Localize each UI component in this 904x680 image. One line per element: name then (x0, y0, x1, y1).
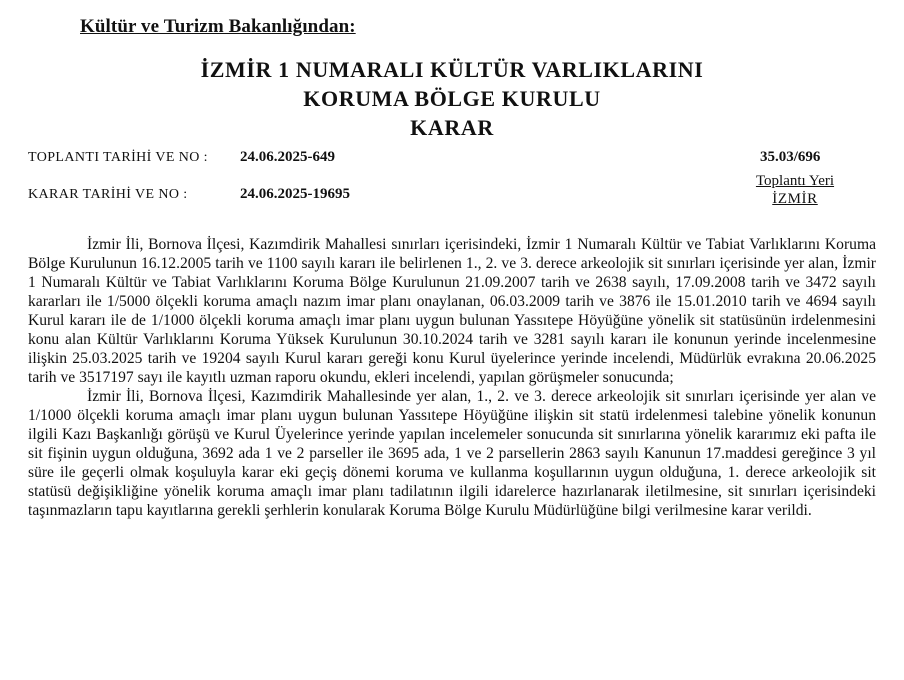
meeting-place (740, 172, 850, 208)
decision-date-row (28, 186, 350, 203)
council-title-line-1: İZMİR 1 NUMARALI KÜLTÜR VARLIKLARINI (200, 57, 704, 82)
meeting-place-value: İZMİR (772, 191, 818, 207)
body-paragraph-2: İzmir İli, Bornova İlçesi, Kazımdirik Mahallesinde yer alan, 1., 2. ve 3. derece arkeolojik sit sınırları içerisinde yer alan ve 1/1000 ölçekli koruma amaçlı imar planı uygun bulunan Yassıtepe Höyüğüne ilişkin sit statü irdelenmesi talebine yönelik konunun ilgili Kazı Başkanlığı görüşü ve Kurul Üyelerince yerinde yapılan incelemeler sonucunda sit sınırlarına yönelik kararımız eki pafta ile sit fişinin uygun olduğuna, 3692 ada 1 ve 2 parseller ile 3695 ada, 1 ve 2 parsellerin 2863 sayılı Kanunun 17.maddesi gereğince 3 yıl süre ile geçerli olmak koşuluyla karar eki geçiş dönemi koruma ve kullanma koşullarının uygun olduğuna, 1. derece arkeolojik sit statüsü değişikliğine yönelik koruma amaçlı imar planı tadilatının ilgili idarelerce hazırlanarak iletilmesine, sit sınırları içerisindeki taşınmazların tapu kayıtlarına gerekli şerhlerin konularak Koruma Bölge Kurulu Müdürlüğüne bilgi verilmesine karar verildi. (28, 388, 876, 519)
meeting-place-label: Toplantı Yeri (755, 173, 835, 189)
decision-date-label: KARAR TARİHİ VE NO : (28, 187, 188, 202)
decision-body (28, 235, 876, 520)
meeting-date-label: TOPLANTI TARİHİ VE NO : (28, 150, 208, 165)
ministry-heading: Kültür ve Turizm Bakanlığından: (80, 16, 356, 37)
decision-title: KARAR (410, 115, 494, 140)
body-paragraph-1: İzmir İli, Bornova İlçesi, Kazımdirik Mahallesi sınırları içerisindeki, İzmir 1 Numaralı Kültür ve Tabiat Varlıklarını Koruma Bölge Kurulunun 16.12.2005 tarih ve 1100 sayılı kararı ile belirlenen 1., 2. ve 3. derece arkeolojik sit sınırları içerisinde yer alan, İzmir 1 Numaralı Kültür ve Tabiat Varlıklarını Koruma Bölge Kurulunun 21.09.2007 tarih ve 2638 sayılı, 17.09.2008 tarih ve 3472 sayılı kararları ile 1/5000 ölçekli koruma amaçlı nazım imar planı onaylanan, 06.03.2009 tarih ve 3876 ile 15.01.2010 tarih ve 4694 sayılı Kurul kararı ile de 1/1000 ölçekli koruma amaçlı imar planı uygun bulunan Yassıtepe Höyüğüne yönelik sit statüsünün irdelenmesini konu alan Kültür Varlıklarını Koruma Yüksek Kurulunun 30.10.2024 tarih ve 3281 sayılı kararı ile konunun yerinde incelenmesine ilişkin 25.03.2025 tarih ve 19204 sayılı Kurul kararı gereği konu Kurul üyelerince yerinde incelendi, Müdürlük evrakına 20.06.2025 tarih ve 3517197 sayı ile kayıtlı uzman raporu okundu, ekleri incelendi, yapılan görüşmeler sonucunda; (28, 236, 876, 386)
meeting-date-row (28, 149, 335, 166)
council-title-line-2: KORUMA BÖLGE KURULU (303, 86, 601, 111)
decision-date-value: 24.06.2025-19695 (240, 186, 350, 202)
decision-code: 35.03/696 (760, 149, 821, 165)
meeting-date-value: 24.06.2025-649 (240, 149, 335, 165)
